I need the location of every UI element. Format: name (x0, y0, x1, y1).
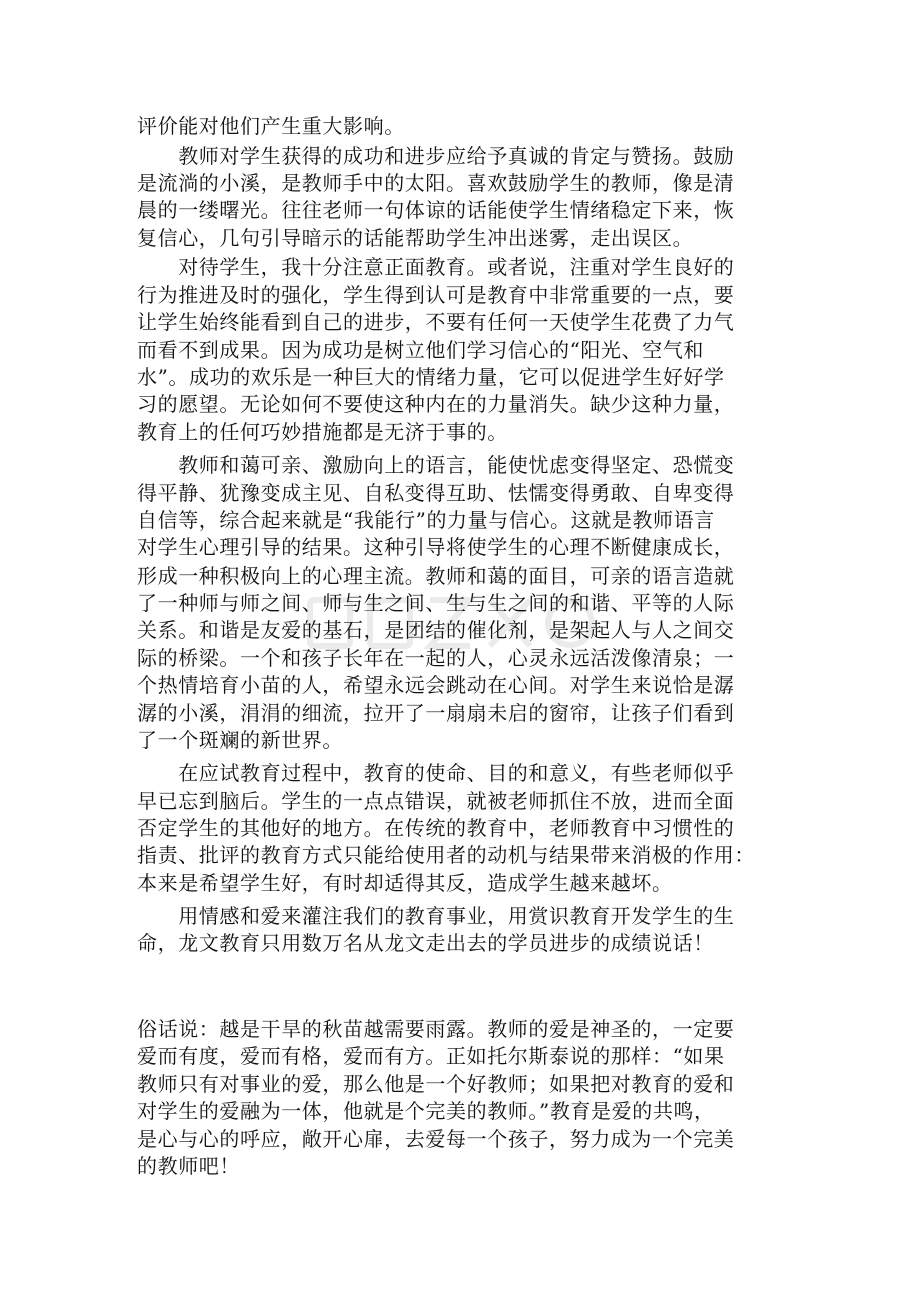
text-line: 对学生心理引导的结果。这种引导将使学生的心理不断健康成长， (137, 535, 735, 559)
text-line: 对待学生，我十分注意正面教育。或者说，注重对学生良好的 (137, 255, 735, 279)
text-line: 习的愿望。无论如何不要使这种内在的力量消失。缺少这种力量， (137, 392, 735, 416)
text-line: 而看不到成果。因为成功是树立他们学习信心的“阳光、空气和 (137, 338, 705, 362)
text-line: 了一个斑斓的新世界。 (137, 728, 343, 752)
text-line: 个热情培育小苗的人，希望永远会跳动在心间。对学生来说恰是潺 (137, 673, 735, 697)
text-line: 行为推进及时的强化，学生得到认可是教育中非常重要的一点，要 (137, 283, 735, 307)
text-line: 是流淌的小溪，是教师手中的太阳。喜欢鼓励学生的教师，像是清 (137, 171, 735, 195)
text-line: 爱而有度，爱而有格，爱而有方。正如托尔斯泰说的那样：“如果 (137, 1044, 725, 1068)
text-line: 教育上的任何巧妙措施都是无济于事的。 (137, 420, 508, 444)
text-line: 指责、批评的教育方式只能给使用者的动机与结果带来消极的作用： (137, 843, 755, 867)
text-line: 命，龙文教育只用数万名从龙文走出去的学员进步的成绩说话！ (137, 931, 714, 955)
text-line: 际的桥梁。一个和孩子长年在一起的人，心灵永远活泼像清泉；一 (137, 646, 735, 670)
text-line: 晨的一缕曙光。往往老师一句体谅的话能使学生情绪稳定下来，恢 (137, 198, 735, 222)
text-line: 在应试教育过程中，教育的使命、目的和意义，有些老师似乎 (137, 761, 735, 785)
text-line: 教师只有对事业的爱，那么他是一个好教师；如果把对教育的爱和 (137, 1072, 735, 1096)
text-line: 潺的小溪，涓涓的细流，拉开了一扇扇未启的窗帘，让孩子们看到 (137, 701, 735, 725)
text-line: 对学生的爱融为一体，他就是个完美的教师。”教育是爱的共鸣， (137, 1099, 715, 1123)
text-line: 水”。成功的欢乐是一种巨大的情绪力量，它可以促进学生好好学 (137, 365, 725, 389)
text-line: 得平静、犹豫变成主见、自私变得互助、怯懦变得勇敢、自卑变得 (137, 481, 735, 505)
text-line: 让学生始终能看到自己的进步，不要有任何一天使学生花费了力气 (137, 310, 735, 334)
text-line: 复信心，几句引导暗示的话能帮助学生冲出迷雾，走出误区。 (137, 226, 694, 250)
text-line: 是心与心的呼应，敞开心扉，去爱每一个孩子，努力成为一个完美 (137, 1127, 735, 1151)
text-line: 自信等，综合起来就是“我能行”的力量与信心。这就是教师语言 (137, 508, 715, 532)
text-line: 教师对学生获得的成功和进步应给予真诚的肯定与赞扬。鼓励 (137, 144, 735, 168)
text-line: 本来是希望学生好，有时却适得其反，造成学生越来越坏。 (137, 871, 673, 895)
text-line: 俗话说：越是干旱的秋苗越需要雨露。教师的爱是神圣的，一定要 (137, 1017, 735, 1041)
text-line: 的教师吧！ (137, 1154, 240, 1178)
text-line: 评价能对他们产生重大影响。 (137, 114, 405, 138)
text-line: 形成一种积极向上的心理主流。教师和蔼的面目，可亲的语言造就 (137, 564, 735, 588)
text-line: 用情感和爱来灌注我们的教育事业，用赏识教育开发学生的生 (137, 904, 735, 928)
text-line: 早已忘到脑后。学生的一点点错误，就被老师抓住不放，进而全面 (137, 789, 735, 813)
text-line: 否定学生的其他好的地方。在传统的教育中，老师教育中习惯性的 (137, 816, 735, 840)
text-line: 关系。和谐是友爱的基石，是团结的催化剂，是架起人与人之间交 (137, 618, 735, 642)
text-line: 了一种师与师之间、师与生之间、生与生之间的和谐、平等的人际 (137, 591, 735, 615)
text-line: 教师和蔼可亲、激励向上的语言，能使忧虑变得坚定、恐慌变 (137, 453, 735, 477)
